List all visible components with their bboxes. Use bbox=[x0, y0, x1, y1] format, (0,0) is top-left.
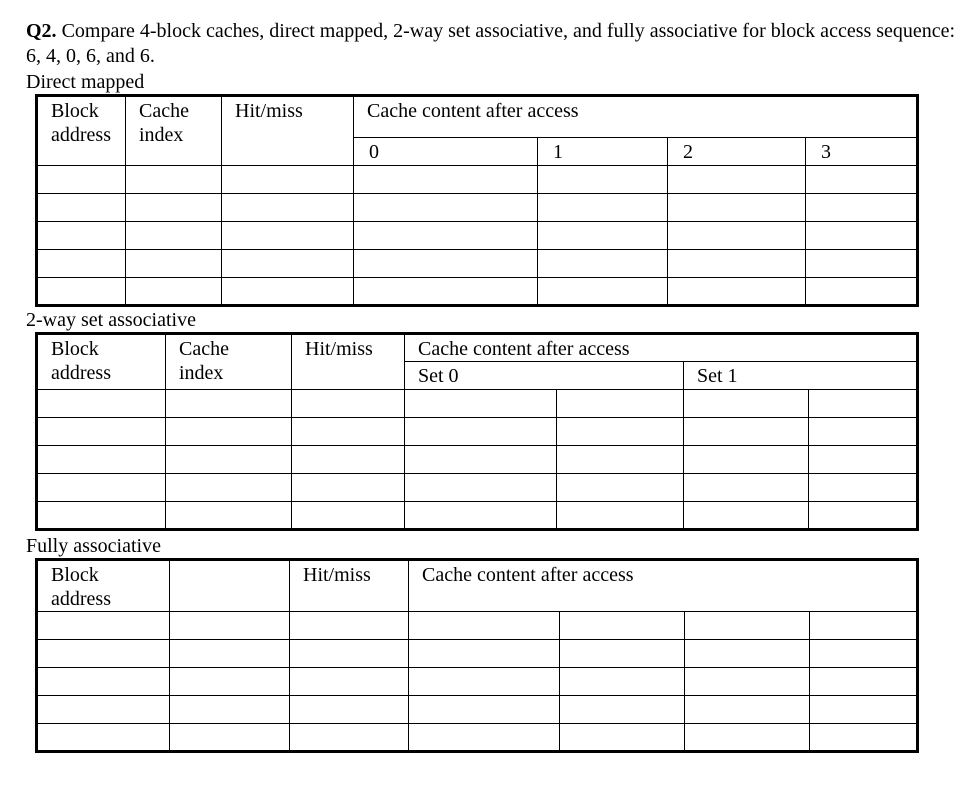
cache-content-header: Cache content after access bbox=[409, 560, 918, 612]
empty-header-cell bbox=[170, 560, 290, 612]
table-row bbox=[37, 640, 918, 668]
cache-index-header: Cache index bbox=[126, 96, 222, 166]
hit-miss-header: Hit/miss bbox=[222, 96, 354, 166]
table-row bbox=[37, 446, 918, 474]
cache-content-header: Cache content after access bbox=[405, 334, 918, 362]
direct-mapped-title: Direct mapped bbox=[26, 71, 145, 93]
table-row bbox=[37, 474, 918, 502]
table-row bbox=[37, 724, 918, 752]
question-text bbox=[26, 19, 956, 69]
table-row bbox=[37, 696, 918, 724]
cache-index-0: 0 bbox=[354, 138, 538, 166]
block-address-header: Block address bbox=[37, 96, 126, 166]
table-row bbox=[37, 612, 918, 640]
fully-assoc-title: Fully associative bbox=[26, 535, 161, 557]
table-row bbox=[37, 194, 918, 222]
cache-index-3: 3 bbox=[806, 138, 918, 166]
table-row bbox=[37, 668, 918, 696]
table-row bbox=[37, 222, 918, 250]
table-row bbox=[37, 166, 918, 194]
cache-index-1: 1 bbox=[538, 138, 668, 166]
table-row bbox=[37, 390, 918, 418]
set-0-header: Set 0 bbox=[405, 362, 684, 390]
question-number: Q2. bbox=[26, 20, 57, 42]
hit-miss-header: Hit/miss bbox=[290, 560, 409, 612]
cache-index-header: Cache index bbox=[166, 334, 292, 390]
table-row bbox=[37, 502, 918, 530]
cache-index-2: 2 bbox=[668, 138, 806, 166]
direct-mapped-table bbox=[35, 94, 919, 307]
hit-miss-header: Hit/miss bbox=[292, 334, 405, 390]
set-1-header: Set 1 bbox=[684, 362, 918, 390]
table-row bbox=[37, 418, 918, 446]
two-way-title: 2-way set associative bbox=[26, 309, 196, 331]
two-way-table bbox=[35, 332, 919, 531]
block-address-header: Block address bbox=[37, 334, 166, 390]
fully-assoc-table bbox=[35, 558, 919, 753]
table-row bbox=[37, 278, 918, 306]
block-address-header: Block address bbox=[37, 560, 170, 612]
table-row bbox=[37, 250, 918, 278]
cache-content-header: Cache content after access bbox=[354, 96, 918, 138]
question-body: Compare 4-block caches, direct mapped, 2-way set associative, and fully associative for block access sequence: 6, 4, 0, 6, and 6. bbox=[26, 20, 956, 67]
